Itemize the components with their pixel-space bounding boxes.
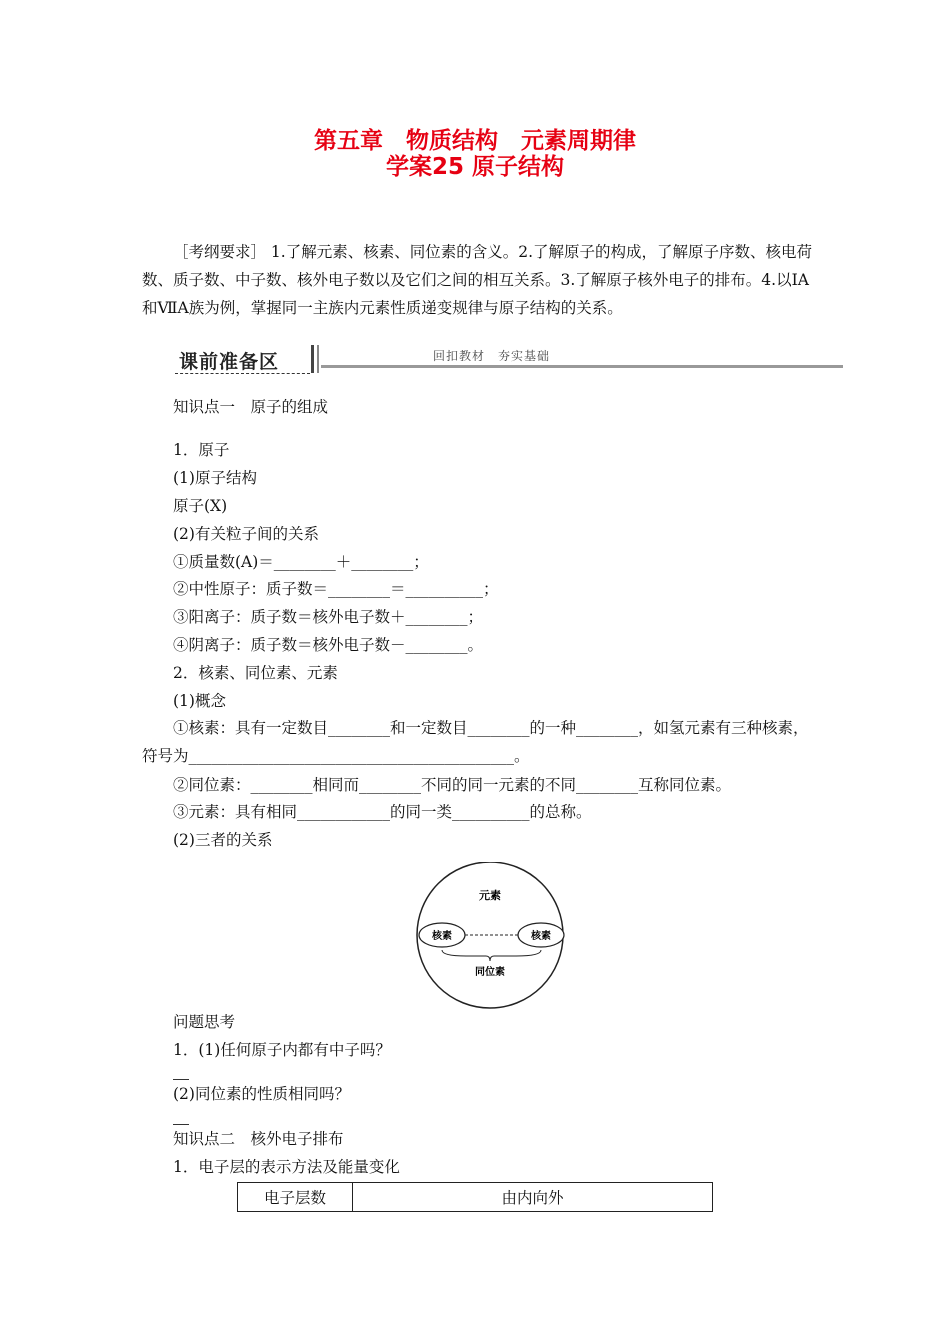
heading-relationship: (2)三者的关系: [173, 831, 273, 849]
question-1: 1．(1)任何原子内都有中子吗？: [173, 1041, 391, 1059]
banner-divider: [311, 345, 314, 373]
heading-atom: 1．原子: [173, 441, 230, 459]
question-2: (2)同位素的性质相同吗？: [173, 1085, 350, 1103]
concept-element: ③元素：具有相同____________的同一类__________的总称。: [173, 803, 592, 821]
heading-electron-shells: 1．电子层的表示方法及能量变化: [173, 1158, 400, 1176]
exam-requirements: ［考纲要求］ 1.了解元素、核素、同位素的含义。2.了解原子的构成，了解原子序数、核电荷数、质子数、中子数、核外电子数以及它们之间的相互关系。3.了解原子核外电子的排布。4.以ⅠA和ⅦA族为例，掌握同一主族内元素性质递变规律与原子结构的关系。: [142, 243, 813, 317]
answer-line-1: [173, 1079, 189, 1080]
relation-cation: ③阳离子：质子数＝核外电子数＋________；: [173, 608, 484, 626]
banner-divider-thin: [317, 345, 319, 373]
answer-line-2: [173, 1124, 189, 1125]
table-row: [238, 1183, 713, 1212]
element-label: 元素: [479, 889, 501, 902]
atom-x-label: 原子(X): [173, 497, 228, 515]
nuclide-label-left: 核素: [432, 931, 452, 942]
heading-particle-relations: (2)有关粒子间的关系: [173, 525, 319, 543]
banner-subtitle: 回扣教材 夯实基础: [433, 349, 551, 363]
nuclide-label-right: 核素: [531, 931, 551, 942]
banner-rule: [321, 365, 843, 368]
question-heading: 问题思考: [173, 1013, 236, 1031]
lesson-title: 学案25 原子结构: [385, 154, 564, 180]
knowledge-point-1: 知识点一 原子的组成: [173, 398, 329, 416]
banner-title: 课前准备区: [179, 351, 280, 373]
isotope-label: 同位素: [475, 967, 505, 978]
heading-atom-structure: (1)原子结构: [173, 469, 257, 487]
concept-isotope: ②同位素：________相同而________不同的同一元素的不同________互称同位素。: [173, 776, 732, 794]
section-banner: [175, 345, 843, 375]
table-header-shell-number: 电子层数: [238, 1183, 353, 1212]
heading-concepts: (1)概念: [173, 692, 226, 710]
chapter-title: 第五章 物质结构 元素周期律: [314, 128, 636, 154]
relation-mass-number: ①质量数(A)＝________＋________；: [173, 553, 429, 571]
relation-anion: ④阴离子：质子数＝核外电子数－________。: [173, 636, 484, 654]
knowledge-point-2: 知识点二 核外电子排布: [173, 1130, 344, 1148]
electron-shell-table: [237, 1182, 713, 1212]
heading-nuclide-isotope-element: 2．核素、同位素、元素: [173, 664, 338, 682]
relationship-diagram: [410, 862, 570, 1010]
isotope-brace: [442, 950, 541, 961]
table-header-direction: 由内向外: [353, 1183, 713, 1212]
concept-nuclide: ①核素：具有一定数目________和一定数目________的一种________，如氢元素有三种核素，符号为__________________________________________。: [142, 719, 809, 765]
relation-neutral-atom: ②中性原子：质子数＝________＝__________；: [173, 580, 499, 598]
